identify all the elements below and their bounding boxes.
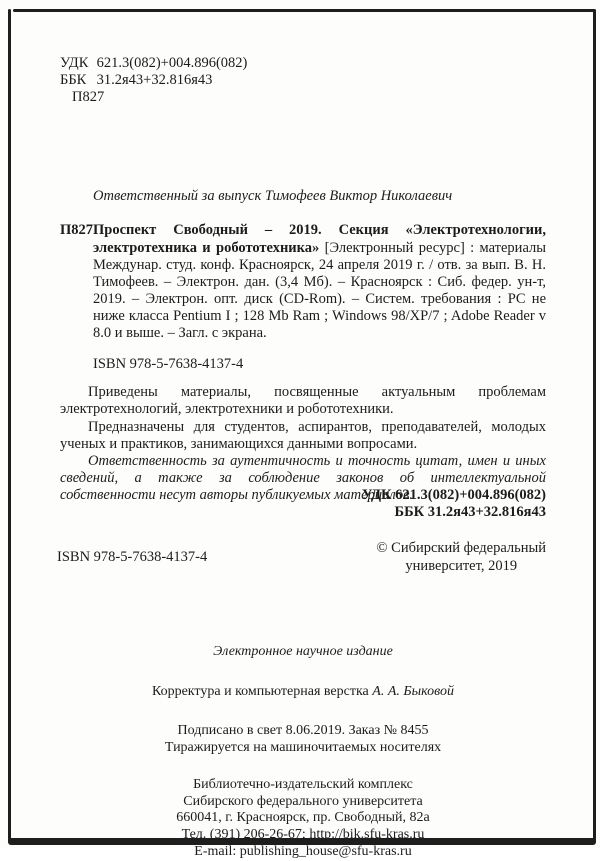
publisher-email-line: E-mail: publishing_house@sfu-kras.ru	[194, 843, 412, 859]
udk-line	[60, 55, 546, 72]
isbn-entry-line: ISBN 978-5-7638-4137-4	[93, 356, 244, 373]
udk-right-line: УДК 621.3(082)+004.896(082)	[361, 487, 546, 504]
distribution-line: Тиражируется на машиночитаемых носителях	[164, 739, 442, 755]
entry-title: Проспект Свободный – 2019. Секция «Электротехнологии, электротехника и робототехника»	[93, 222, 546, 256]
author-sign-code: П827	[72, 89, 105, 106]
annotation-para-2: Предназначены для студентов, аспирантов, преподавателей, молодых ученых и практиков, занимающихся данными вопросами.	[60, 418, 546, 452]
proofreading-label: Корректура и компьютерная верстка	[151, 684, 373, 700]
copyright-line-2: университет, 2019	[405, 558, 518, 575]
bbk-label: ББК	[60, 72, 87, 89]
signed-for-release-line: Подписано в свет 8.06.2019. Заказ № 8455	[177, 723, 429, 739]
udk-value: 621.3(082)+004.896(082)	[96, 55, 248, 71]
scan-edge-left	[8, 9, 11, 843]
proofreading-name: А. А. Быковой	[372, 684, 455, 700]
page-content	[57, 0, 546, 861]
edition-type-line: Электронное научное издание	[213, 643, 393, 659]
publisher-address-line: 660041, г. Красноярск, пр. Свободный, 82а	[176, 810, 430, 826]
copyright-line-1: © Сибирский федеральный	[376, 540, 546, 557]
entry-code: П827	[60, 222, 94, 239]
proofreading-line	[60, 684, 546, 701]
publisher-name-line-2: Сибирского федерального университета	[183, 793, 423, 809]
publisher-block	[60, 777, 546, 861]
bibliographic-entry	[60, 222, 546, 342]
annotation-para-1: Приведены материалы, посвященные актуальным проблемам электротехнологий, электротехники и робототехники.	[60, 384, 546, 418]
isbn-copyright-row	[57, 539, 546, 575]
isbn-line: ISBN 978-5-7638-4137-4	[57, 548, 208, 565]
responsible-editor-line: Ответственный за выпуск Тимофеев Виктор Николаевич	[93, 188, 453, 205]
colophon-block	[60, 644, 546, 861]
publisher-name-line-1: Библиотечно-издательский комплекс	[193, 776, 413, 792]
print-info-block	[60, 723, 546, 757]
scan-edge-right	[593, 9, 596, 843]
bbk-line	[60, 72, 546, 89]
copyright-block	[377, 539, 546, 575]
entry-description: [Электронный ресурс] : материалы Междунар. студ. конф. Красноярск, 24 апреля 2019 г. / отв. за вып. В. Н. Тимофеев. – Электрон. дан. (3,4 Мб). – Красноярск : Сиб. федер. ун-т, 2019. – Электрон. опт. диск (CD-Rom). – Систем. требования : PC не ниже класса Pentium I ; 128 Mb Ram ; Windows 98/XP/7 ; Adobe Reader v 8.0 и выше. – Загл. с экрана.	[93, 239, 546, 342]
bbk-value: 31.2я43+32.816я43	[96, 72, 213, 89]
annotation-para-3: Ответственность за аутентичность и точность цитат, имен и иных сведений, а также за соблюдение законов об интеллектуальной собственности несут авторы публикуемых материалов.	[60, 452, 546, 503]
publisher-phone-site-line: Тел. (391) 206-26-67; http://bik.sfu-kras.ru	[181, 827, 425, 843]
classification-block	[60, 55, 546, 106]
udk-label: УДК	[60, 55, 89, 71]
bbk-right-line: ББК 31.2я43+32.816я43	[394, 504, 546, 521]
